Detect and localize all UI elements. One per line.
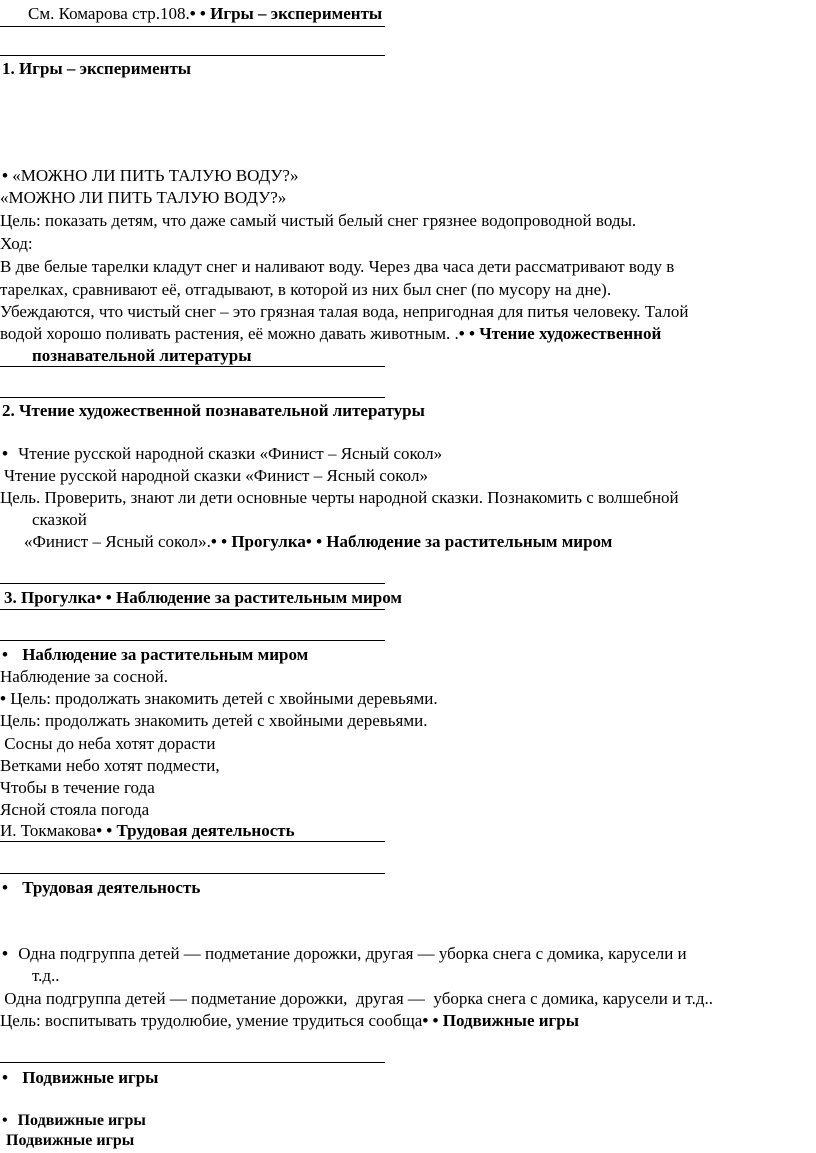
section1-underline: [0, 366, 385, 367]
section1-body-line4-bullets: • •: [458, 324, 475, 343]
header-title: Игры – эксперименты: [210, 4, 383, 23]
section2-heading: [2, 400, 425, 422]
section2-goal-line3: [24, 531, 612, 553]
poem-line: Ясной стояла погода: [0, 800, 150, 819]
section1-number: 1.: [2, 59, 15, 78]
section1-body-line4: [0, 323, 661, 345]
section5-heading: [2, 1067, 158, 1089]
section2-item-title: Чтение русской народной сказки «Финист – Ясный сокол»: [18, 444, 443, 463]
section2-item: [2, 443, 442, 465]
section1-rule: [0, 55, 385, 56]
section5-rule: [0, 1062, 385, 1063]
section1-heading: [2, 58, 191, 80]
section1-body-line2: тарелках, сравнивают её, отгадывают, в которой из них был снег (по мусору на дне).: [0, 280, 612, 299]
section5-sub-heading-text: Подвижные игры: [17, 1112, 146, 1129]
section4-heading-text: Трудовая деятельность: [22, 878, 201, 897]
section3-goal-text: Цель: продолжать знакомить детей с хвойными деревьями.: [10, 689, 438, 708]
section1-body-line5: познавательной литературы: [32, 346, 252, 365]
section3-author-bold: Трудовая деятельность: [116, 821, 295, 840]
section4-heading: [2, 877, 200, 899]
section4-task-repeat: Одна подгруппа детей — подметание дорожки, другая — уборка снега с домика, карусели и т.д..: [0, 989, 713, 1008]
section3-author: И. Токмакова: [0, 821, 97, 840]
section1-title: Игры – эксперименты: [19, 59, 192, 78]
header-source: См. Комарова стр.108.: [28, 4, 190, 23]
section4-goal-bold: Подвижные игры: [442, 1011, 579, 1030]
section2-title-repeat: Чтение русской народной сказки «Финист – Ясный сокол»: [4, 466, 428, 485]
section3-underline: [0, 609, 385, 610]
section3-heading-part2: Наблюдение за растительным миром: [115, 588, 402, 607]
section3-heading: [4, 587, 402, 609]
bullet-icon: •: [0, 689, 6, 708]
bullet-icon: •: [2, 1112, 8, 1129]
section4-rule: [0, 873, 385, 874]
section2-goal-line3-text: «Финист – Ясный сокол».: [24, 532, 211, 551]
section5-sub-repeat: Подвижные игры: [6, 1132, 135, 1149]
section3-heading-bullets: • •: [95, 588, 112, 607]
section4-task-line1-text: Одна подгруппа детей — подметание дорожки, другая — уборка снега с домика, карусели и: [18, 944, 687, 963]
section4-task-line2: т.д..: [32, 966, 60, 985]
section1-item-title: «МОЖНО ЛИ ПИТЬ ТАЛУЮ ВОДУ?»: [12, 166, 299, 185]
section2-number: 2.: [2, 401, 15, 420]
section5-heading-text: Подвижные игры: [22, 1068, 159, 1087]
section3-item: [2, 644, 308, 666]
poem-line: Чтобы в течение года: [0, 778, 155, 797]
section3-observation: Наблюдение за сосной.: [0, 667, 169, 686]
bullet-icon: •: [2, 166, 8, 185]
section3-goal-repeat: Цель: продолжать знакомить детей с хвойными деревьями.: [0, 711, 428, 730]
header-underline: [0, 26, 385, 27]
bullet-icon: •: [2, 444, 8, 463]
poem-line: Ветками небо хотят подмести,: [0, 756, 220, 775]
header-line: [28, 3, 382, 25]
header-bullets: • •: [189, 4, 206, 23]
bullet-icon: •: [2, 1068, 8, 1087]
section4-task-line1: [2, 943, 687, 965]
bullet-icon: •: [2, 645, 8, 664]
section2-goal-line1: Цель. Проверить, знают ли дети основные черты народной сказки. Познакомить с волшебной: [0, 488, 679, 507]
section4-goal-text: Цель: воспитывать трудолюбие, умение трудиться сообща: [0, 1011, 423, 1030]
poem-line: Сосны до неба хотят дорасти: [0, 734, 216, 753]
section3-number: 3.: [4, 588, 17, 607]
section3-author-bullets: • •: [96, 821, 113, 840]
section1-body-line4-text: водой хорошо поливать растения, её можно давать животным. .: [0, 324, 459, 343]
bullet-icon: •: [2, 878, 8, 897]
section3-heading-part1: Прогулка: [21, 588, 96, 607]
section3-item-title: Наблюдение за растительным миром: [22, 645, 309, 664]
section3-rule: [0, 583, 385, 584]
section1-item: [2, 165, 298, 187]
bullet-icon: •: [2, 944, 8, 963]
section2-goal-line2: сказкой: [32, 510, 87, 529]
section2-title: Чтение художественной познавательной литературы: [19, 401, 425, 420]
section2-goal-line3-bullets1: • •: [210, 532, 228, 551]
section1-goal: Цель: показать детям, что даже самый чистый белый снег грязнее водопроводной воды.: [0, 211, 637, 230]
section2-rule: [0, 397, 385, 398]
section5-sub-heading: [2, 1110, 146, 1132]
section1-body-line4-bold: Чтение художественной: [479, 324, 662, 343]
section4-goal: [0, 1010, 579, 1032]
section2-goal-line3-bold2: Наблюдение за растительным миром: [326, 532, 613, 551]
section1-course-label: Ход:: [0, 234, 33, 253]
section1-title-repeat: «МОЖНО ЛИ ПИТЬ ТАЛУЮ ВОДУ?»: [0, 188, 287, 207]
section3-goal: [0, 688, 438, 710]
section1-body-line3: Убеждаются, что чистый снег – это грязная талая вода, непригодная для питья человеку. Талой: [0, 302, 689, 321]
section3-author-underline: [0, 841, 385, 842]
section3-rule-2: [0, 640, 385, 641]
section2-goal-line3-bold1: Прогулка: [231, 532, 306, 551]
section3-author-line: [0, 820, 295, 842]
section2-goal-line3-bullets2: • •: [305, 532, 323, 551]
section1-body-line1: В две белые тарелки кладут снег и наливают воду. Через два часа дети рассматривают воду в: [0, 257, 675, 276]
section4-goal-bullets: • •: [422, 1011, 439, 1030]
